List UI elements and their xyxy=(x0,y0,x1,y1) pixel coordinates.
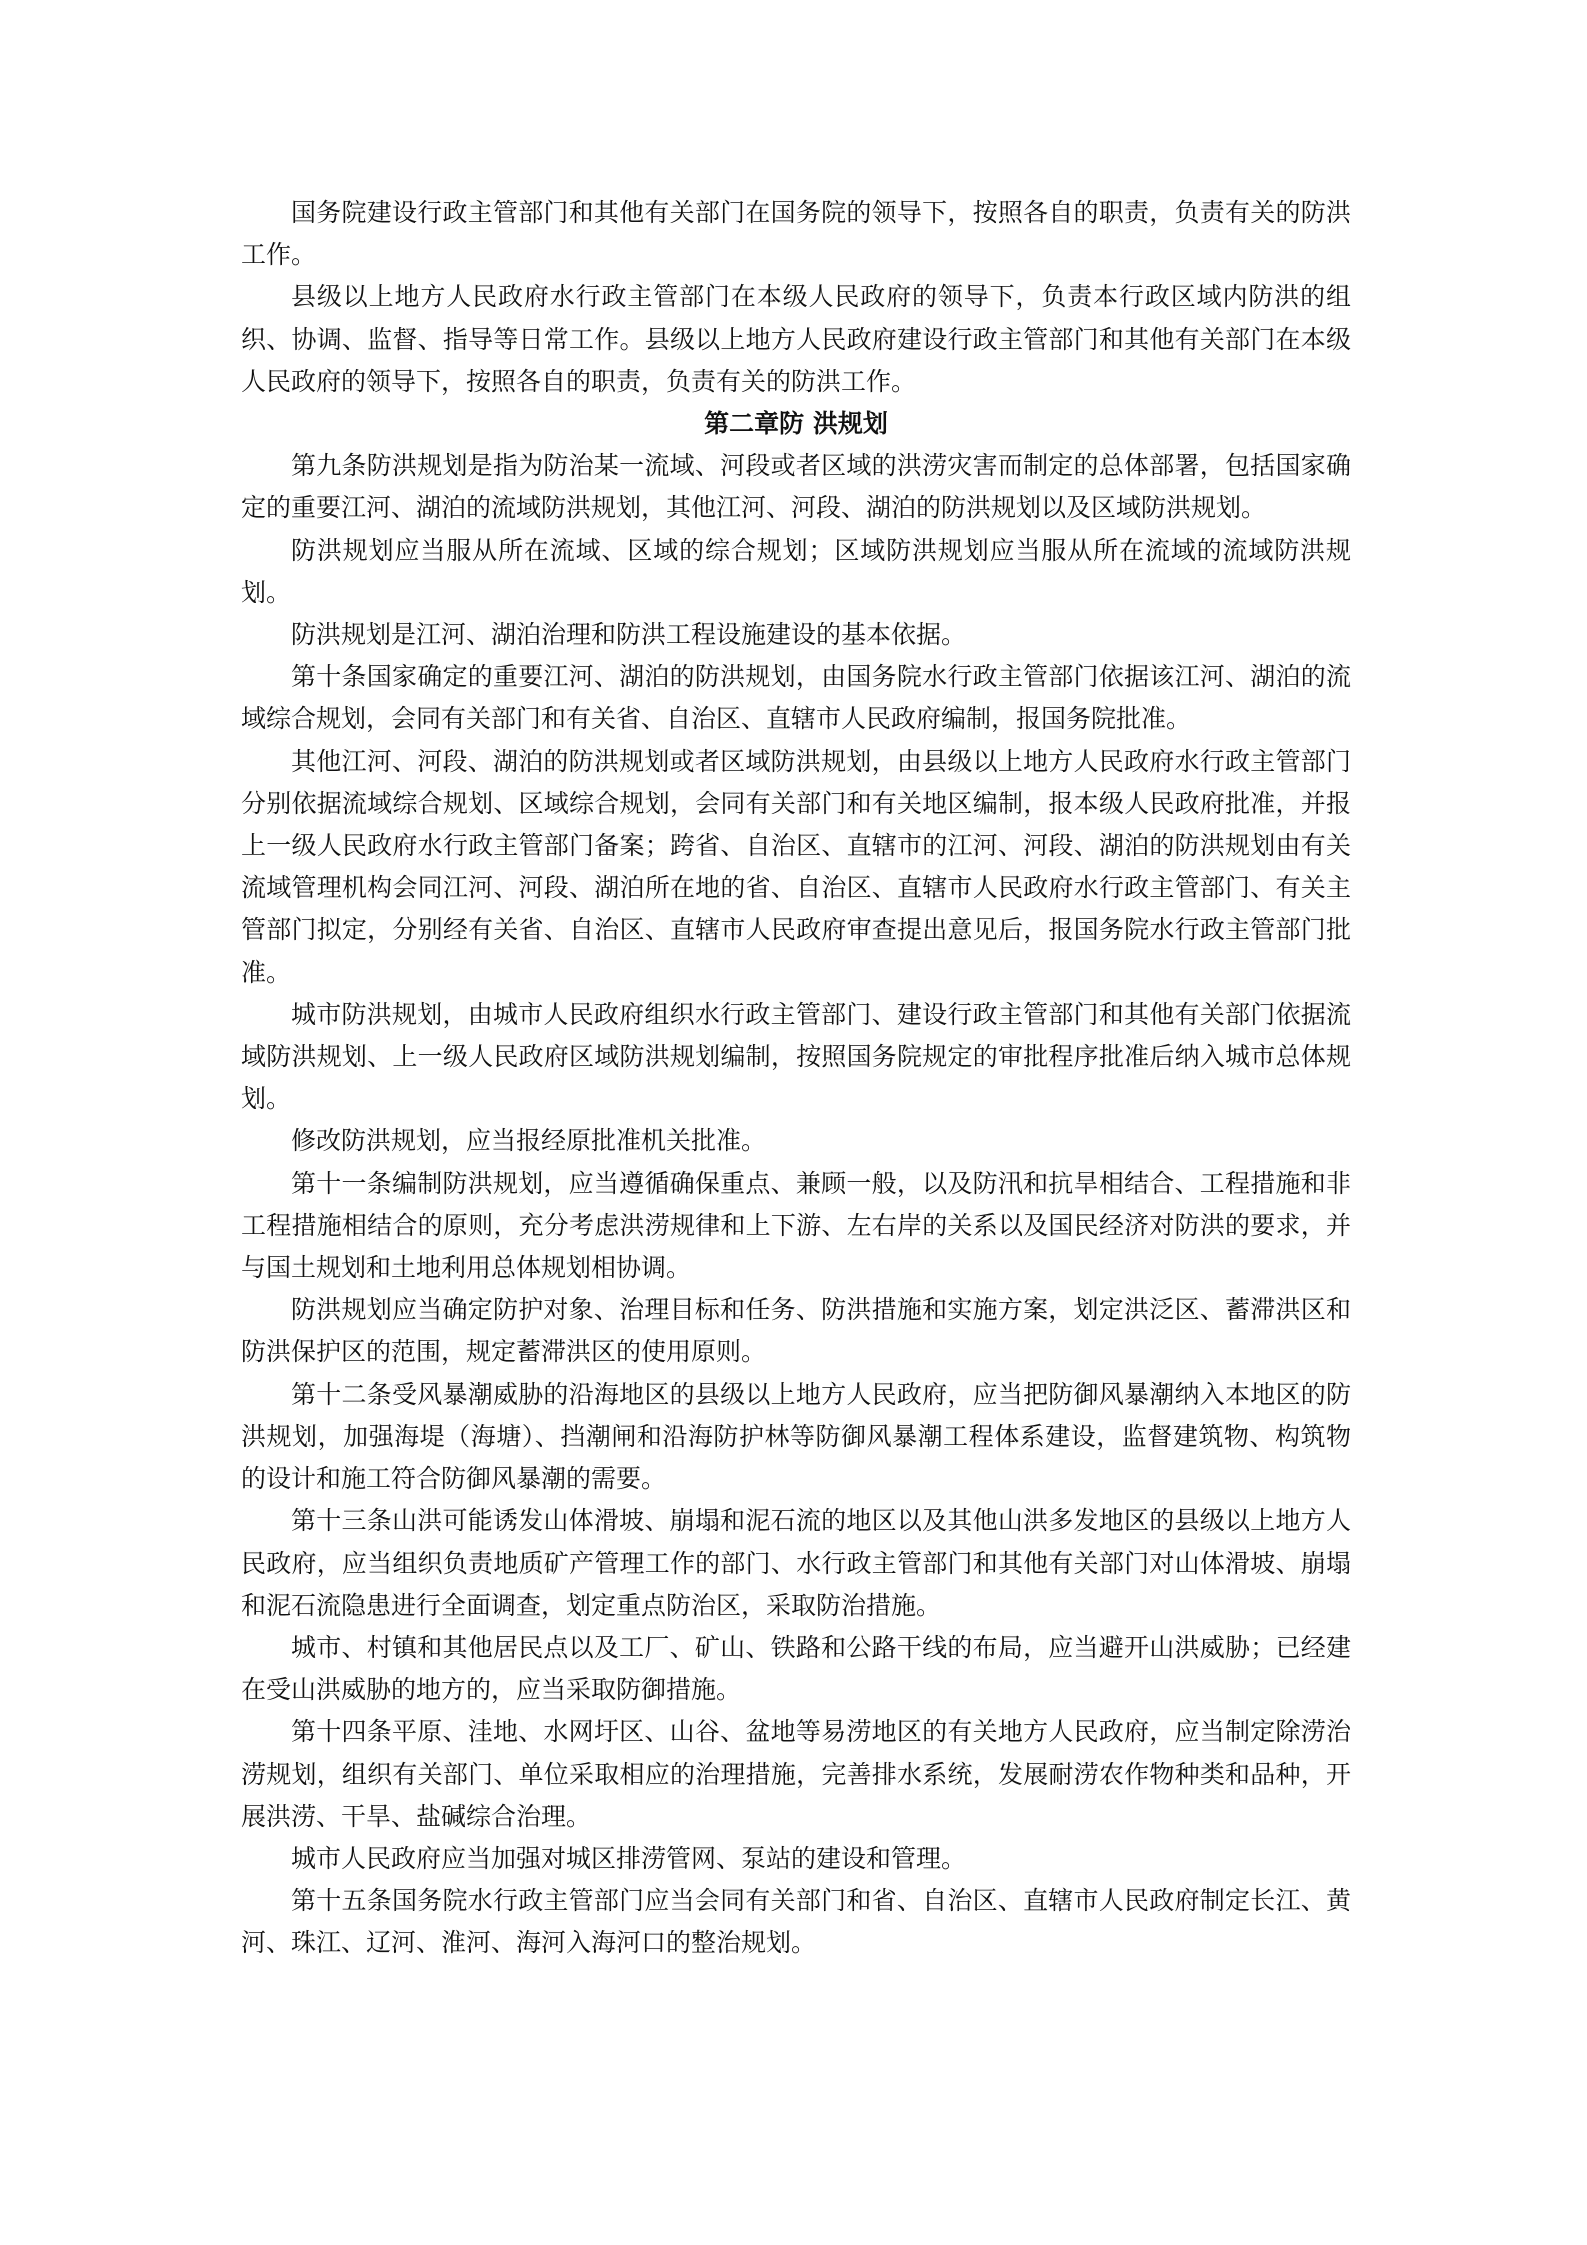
article-15-paragraph: 第十五条国务院水行政主管部门应当会同有关部门和省、自治区、直辖市人民政府制定长江、黄河、珠江、辽河、淮河、海河入海河口的整治规划。 xyxy=(241,1886,1351,1958)
document-page xyxy=(241,192,1351,1965)
article-12-paragraph: 第十二条受风暴潮威胁的沿海地区的县级以上地方人民政府，应当把防御风暴潮纳入本地区的防洪规划，加强海堤（海塘）、挡潮闸和沿海防护林等防御风暴潮工程体系建设，监督建筑物、构筑物的设计和施工符合防御风暴潮的需要。 xyxy=(241,1379,1351,1494)
paragraph: 防洪规划应当确定防护对象、治理目标和任务、防洪措施和实施方案，划定洪泛区、蓄滞洪区和防洪保护区的范围，规定蓄滞洪区的使用原则。 xyxy=(241,1295,1351,1367)
paragraph: 县级以上地方人民政府水行政主管部门在本级人民政府的领导下，负责本行政区域内防洪的组织、协调、监督、指导等日常工作。县级以上地方人民政府建设行政主管部门和其他有关部门在本级人民政府的领导下，按照各自的职责，负责有关的防洪工作。 xyxy=(241,282,1351,396)
paragraph: 防洪规划应当服从所在流域、区域的综合规划；区域防洪规划应当服从所在流域的流域防洪规划。 xyxy=(241,535,1351,607)
paragraph: 城市人民政府应当加强对城区排涝管网、泵站的建设和管理。 xyxy=(291,1843,967,1873)
paragraph: 防洪规划是江河、湖泊治理和防洪工程设施建设的基本依据。 xyxy=(291,620,967,650)
paragraph: 修改防洪规划，应当报经原批准机关批准。 xyxy=(291,1126,767,1156)
article-14-paragraph: 第十四条平原、洼地、水网圩区、山谷、盆地等易涝地区的有关地方人民政府，应当制定除涝治涝规划，组织有关部门、单位采取相应的治理措施，完善排水系统，发展耐涝农作物种类和品种，开展洪涝、干旱、盐碱综合治理。 xyxy=(241,1717,1351,1831)
chapter-heading: 第二章防 洪规划 xyxy=(704,409,888,439)
article-11-paragraph: 第十一条编制防洪规划，应当遵循确保重点、兼顾一般，以及防汛和抗旱相结合、工程措施和非工程措施相结合的原则，充分考虑洪涝规律和上下游、左右岸的关系以及国民经济对防洪的要求，并与国土规划和土地利用总体规划相协调。 xyxy=(241,1168,1351,1283)
paragraph: 城市、村镇和其他居民点以及工厂、矿山、铁路和公路干线的布局，应当避开山洪威胁；已经建在受山洪威胁的地方的，应当采取防御措施。 xyxy=(241,1632,1351,1705)
paragraph: 国务院建设行政主管部门和其他有关部门在国务院的领导下，按照各自的职责，负责有关的防洪工作。 xyxy=(241,198,1351,270)
paragraph: 城市防洪规划，由城市人民政府组织水行政主管部门、建设行政主管部门和其他有关部门依据流域防洪规划、上一级人民政府区域防洪规划编制，按照国务院规定的审批程序批准后纳入城市总体规划。 xyxy=(241,999,1351,1114)
article-9-paragraph: 第九条防洪规划是指为防治某一流域、河段或者区域的洪涝灾害而制定的总体部署，包括国家确定的重要江河、湖泊的流域防洪规划，其他江河、河段、湖泊的防洪规划以及区域防洪规划。 xyxy=(241,451,1351,523)
article-10-paragraph: 第十条国家确定的重要江河、湖泊的防洪规划，由国务院水行政主管部门依据该江河、湖泊的流域综合规划，会同有关部门和有关省、自治区、直辖市人民政府编制，报国务院批准。 xyxy=(241,662,1351,734)
article-13-paragraph: 第十三条山洪可能诱发山体滑坡、崩塌和泥石流的地区以及其他山洪多发地区的县级以上地方人民政府，应当组织负责地质矿产管理工作的部门、水行政主管部门和其他有关部门对山体滑坡、崩塌和泥石流隐患进行全面调查，划定重点防治区，采取防治措施。 xyxy=(241,1506,1351,1620)
paragraph: 其他江河、河段、湖泊的防洪规划或者区域防洪规划，由县级以上地方人民政府水行政主管部门分别依据流域综合规划、区域综合规划，会同有关部门和有关地区编制，报本级人民政府批准，并报上一级人民政府水行政主管部门备案；跨省、自治区、直辖市的江河、河段、湖泊的防洪规划由有关流域管理机构会同江河、河段、湖泊所在地的省、自治区、直辖市人民政府水行政主管部门、有关主管部门拟定，分别经有关省、自治区、直辖市人民政府审查提出意见后，报国务院水行政主管部门批准。 xyxy=(241,746,1351,987)
